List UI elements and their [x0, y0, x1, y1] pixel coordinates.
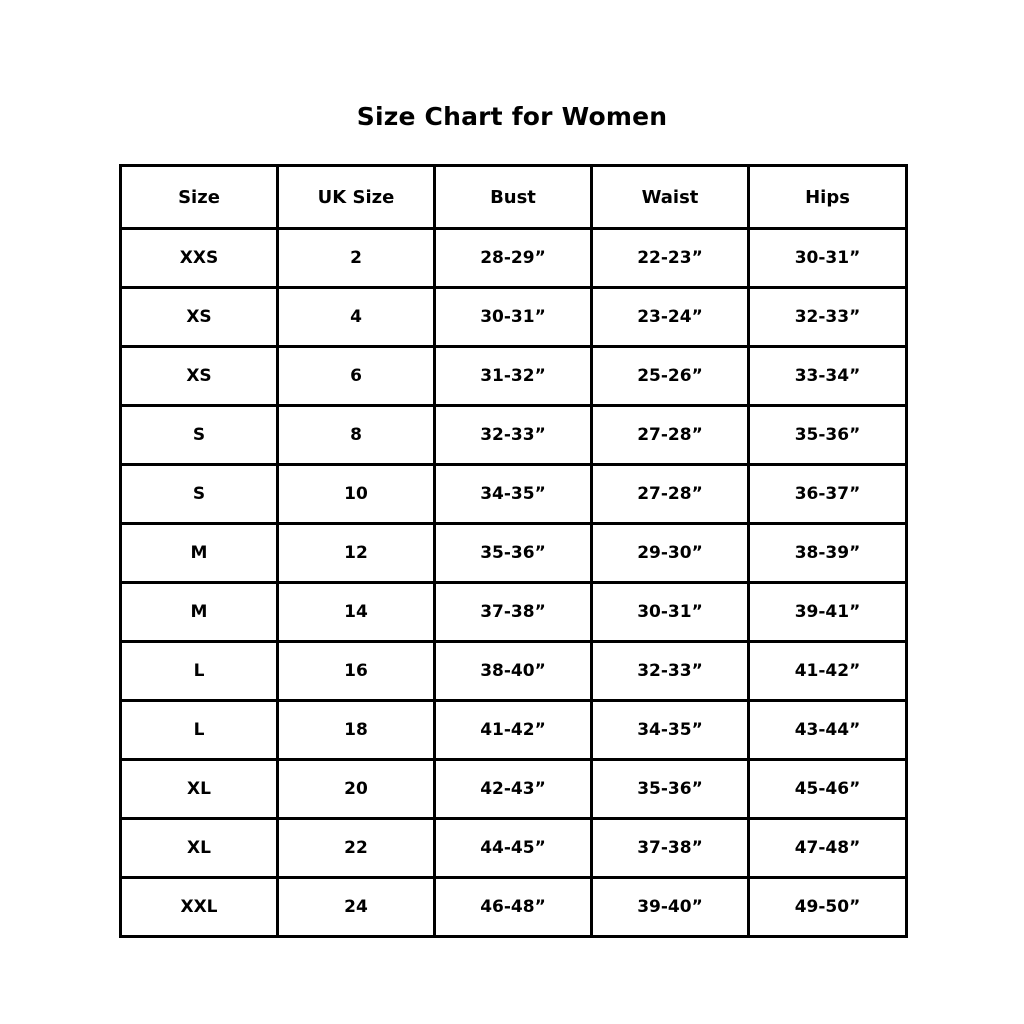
cell-hips: 39-41” [749, 583, 907, 642]
cell-size: S [121, 406, 278, 465]
table-row [121, 347, 907, 406]
cell-waist: 37-38” [592, 819, 749, 878]
table-row [121, 819, 907, 878]
cell-hips: 35-36” [749, 406, 907, 465]
cell-uk-size: 20 [278, 760, 435, 819]
table-row [121, 229, 907, 288]
cell-uk-size: 10 [278, 465, 435, 524]
table-row [121, 878, 907, 937]
cell-size: M [121, 583, 278, 642]
table-body [121, 229, 907, 937]
cell-uk-size: 4 [278, 288, 435, 347]
cell-waist: 23-24” [592, 288, 749, 347]
cell-bust: 30-31” [435, 288, 592, 347]
cell-waist: 32-33” [592, 642, 749, 701]
cell-waist: 22-23” [592, 229, 749, 288]
cell-waist: 25-26” [592, 347, 749, 406]
cell-hips: 30-31” [749, 229, 907, 288]
cell-uk-size: 8 [278, 406, 435, 465]
table-row [121, 583, 907, 642]
cell-size: M [121, 524, 278, 583]
cell-bust: 31-32” [435, 347, 592, 406]
cell-hips: 33-34” [749, 347, 907, 406]
table-row [121, 406, 907, 465]
cell-bust: 44-45” [435, 819, 592, 878]
cell-waist: 34-35” [592, 701, 749, 760]
cell-bust: 46-48” [435, 878, 592, 937]
cell-bust: 38-40” [435, 642, 592, 701]
cell-uk-size: 22 [278, 819, 435, 878]
cell-bust: 41-42” [435, 701, 592, 760]
cell-size: XS [121, 347, 278, 406]
cell-size: XL [121, 760, 278, 819]
cell-waist: 29-30” [592, 524, 749, 583]
cell-hips: 47-48” [749, 819, 907, 878]
cell-size: XXL [121, 878, 278, 937]
cell-uk-size: 16 [278, 642, 435, 701]
cell-hips: 32-33” [749, 288, 907, 347]
page-title: Size Chart for Women [356, 102, 668, 131]
cell-hips: 49-50” [749, 878, 907, 937]
table-row [121, 760, 907, 819]
cell-uk-size: 2 [278, 229, 435, 288]
cell-bust: 32-33” [435, 406, 592, 465]
cell-uk-size: 12 [278, 524, 435, 583]
cell-hips: 45-46” [749, 760, 907, 819]
cell-bust: 42-43” [435, 760, 592, 819]
cell-bust: 28-29” [435, 229, 592, 288]
table-row [121, 288, 907, 347]
column-header-bust: Bust [435, 166, 592, 229]
column-header-hips: Hips [749, 166, 907, 229]
size-chart-table [119, 164, 908, 938]
cell-waist: 30-31” [592, 583, 749, 642]
cell-hips: 36-37” [749, 465, 907, 524]
cell-bust: 35-36” [435, 524, 592, 583]
cell-size: L [121, 642, 278, 701]
cell-size: XL [121, 819, 278, 878]
cell-size: L [121, 701, 278, 760]
cell-hips: 38-39” [749, 524, 907, 583]
table-row [121, 642, 907, 701]
cell-size: S [121, 465, 278, 524]
cell-bust: 34-35” [435, 465, 592, 524]
cell-bust: 37-38” [435, 583, 592, 642]
cell-waist: 39-40” [592, 878, 749, 937]
cell-uk-size: 14 [278, 583, 435, 642]
column-header-uk-size: UK Size [278, 166, 435, 229]
cell-size: XXS [121, 229, 278, 288]
table-header-row [121, 166, 907, 229]
cell-size: XS [121, 288, 278, 347]
cell-uk-size: 24 [278, 878, 435, 937]
cell-uk-size: 18 [278, 701, 435, 760]
cell-uk-size: 6 [278, 347, 435, 406]
cell-waist: 27-28” [592, 465, 749, 524]
cell-hips: 43-44” [749, 701, 907, 760]
table-row [121, 524, 907, 583]
cell-waist: 27-28” [592, 406, 749, 465]
cell-hips: 41-42” [749, 642, 907, 701]
table-row [121, 465, 907, 524]
cell-waist: 35-36” [592, 760, 749, 819]
table-header [121, 166, 907, 229]
column-header-waist: Waist [592, 166, 749, 229]
column-header-size: Size [121, 166, 278, 229]
table-row [121, 701, 907, 760]
size-chart-table-container [119, 164, 905, 938]
